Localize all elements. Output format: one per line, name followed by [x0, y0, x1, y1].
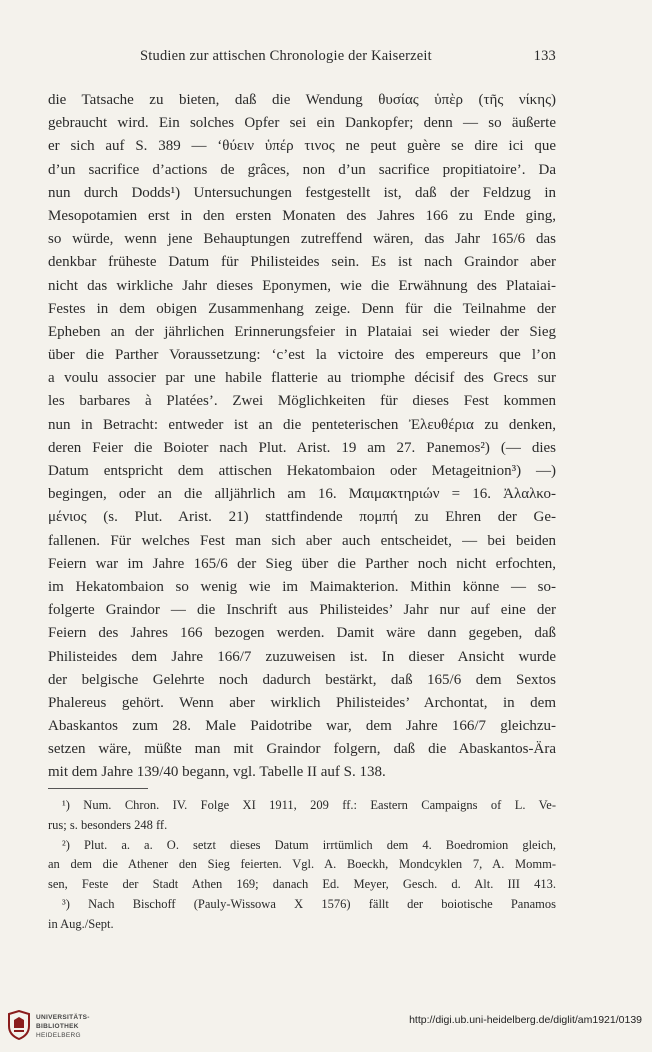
- text-line: μένιος (s. Plut. Arist. 21) stattfindende πομπή zu Ehren der Ge-: [48, 509, 556, 526]
- text-line: mit dem Jahre 139/40 begann, vgl. Tabelle II auf S. 138.: [48, 764, 386, 781]
- text-line: nun durch Dodds¹) Untersuchungen festgestellt ist, daß der Feldzug in: [48, 184, 556, 201]
- text-line: fallenen. Für welches Fest man sich aber auch entscheidet, — bei beiden: [48, 532, 556, 549]
- footnote-line: ¹) Num. Chron. IV. Folge XI 1911, 209 ff.: Eastern Campaigns of L. Ve-: [62, 798, 556, 812]
- footnote-line: an dem die Athener den Sieg feierten. Vgl. A. Boeckh, Mondcyklen 7, A. Momm-: [48, 857, 556, 872]
- running-title: Studien zur attischen Chronologie der Kaiserzeit: [140, 48, 432, 64]
- text-line: er sich auf S. 389 — ‘θύειν ὑπέρ τινος ne peut guère se dire ici que: [48, 138, 556, 155]
- text-line: setzen wäre, müßte man mit Graindor folgern, daß die Abaskantos-Ära: [48, 741, 556, 758]
- footnote-line: rus; s. besonders 248 ff.: [48, 817, 168, 832]
- text-line: folgerte Graindor — die Inschrift aus Philisteides’ Jahr nur auf eine der: [48, 602, 556, 619]
- footnote-line: in Aug./Sept.: [48, 916, 114, 931]
- source-url[interactable]: http://digi.ub.uni-heidelberg.de/diglit/am1921/0139: [409, 1014, 642, 1026]
- text-line: Epheben an der jährlichen Erinnerungsfeier in Plataiai sei wieder der Sieg: [48, 323, 556, 340]
- heidelberg-seal-icon: [6, 1010, 32, 1040]
- library-logo[interactable]: [6, 1008, 126, 1048]
- page-number: 133: [533, 48, 556, 64]
- text-line: so würde, wenn jene Behauptungen zutreffend wären, das Jahr 165/6 das: [48, 231, 556, 248]
- text-line: deren Feier die Boioter nach Plut. Arist. 19 am 27. Panemos²) (— dies: [48, 439, 556, 456]
- running-header: [48, 48, 556, 70]
- footnote-line: ³) Nach Bischoff (Pauly-Wissowa X 1576) fällt der boiotische Panamos: [62, 896, 556, 911]
- footnote-separator: [48, 788, 148, 789]
- logo-text-line2: BIBLIOTHEK: [36, 1023, 79, 1030]
- text-line: über die Parther Voraussetzung: ‘c’est la victoire des empereurs que l’on: [48, 347, 556, 364]
- text-line: a voulu associer par une habile flatterie au triomphe décisif des Grecs sur: [48, 370, 556, 387]
- text-line: les barbares à Platées’. Zwei Möglichkeiten für dieses Fest kommen: [48, 393, 556, 410]
- text-line: Phalereus gehört. Wenn aber wirklich Philisteides’ Archontat, in dem: [48, 694, 556, 711]
- text-line: Abaskantos zum 28. Male Paidotribe war, dem Jahre 166/7 gleichzu-: [48, 718, 556, 735]
- footnote-line: sen, Feste der Stadt Athen 169; danach Ed. Meyer, Gesch. d. Alt. III 413.: [48, 877, 556, 892]
- text-line: begingen, oder an die alljährlich am 16. Μαιμακτηριών = 16. Ἀλαλκο-: [48, 486, 556, 503]
- text-line: Feiern des Jahres 166 bezogen werden. Damit wäre dann gegeben, daß: [48, 625, 556, 642]
- text-line: Festes in dem obigen Zusammenhang zeige. Denn für die Teilnahme der: [48, 300, 556, 317]
- text-line: nicht das wirkliche Jahr dieses Eponymen, wie die Erwähnung des Plataiai-: [48, 277, 556, 294]
- text-line: Mesopotamien erst in den ersten Monaten des Jahres 166 zu Ende ging,: [48, 207, 556, 224]
- text-line: im Hekatombaion so wenig wie im Maimakterion. Mithin könne — so-: [48, 578, 556, 595]
- text-line: nun in Betracht: entweder ist an die penteterischen Ἐλευθέρια zu denken,: [48, 416, 556, 433]
- text-line: Datum entspricht dem attischen Hekatombaion oder Metageitnion³) —): [48, 463, 556, 479]
- text-line: denkbar früheste Datum für Philisteides sein. Es ist nach Graindor aber: [48, 254, 556, 271]
- text-line: d’un sacrifice d’actions de grâces, non d’un sacrifice propitiatoire’. Da: [48, 161, 556, 178]
- footnotes: [48, 796, 556, 935]
- text-line: Philisteides dem Jahre 166/7 zuzuweisen ist. In dieser Ansicht wurde: [48, 648, 556, 665]
- logo-text-line3: HEIDELBERG: [36, 1032, 81, 1039]
- footnote-line: ²) Plut. a. a. O. setzt dieses Datum irrtümlich dem 4. Boedromion gleich,: [62, 837, 556, 852]
- main-text: [48, 89, 556, 785]
- text-line: die Tatsache zu bieten, daß die Wendung θυσίας ὑπὲρ (τῆς νίκης): [48, 92, 556, 108]
- text-line: der belgische Gelehrte noch dadurch bestärkt, daß 165/6 dem Sextos: [48, 671, 556, 688]
- logo-text-line1: UNIVERSITÄTS-: [36, 1014, 90, 1021]
- text-line: Feiern war im Jahre 165/6 der Sieg über die Parther noch nicht erfochten,: [48, 555, 556, 572]
- text-line: gebraucht wird. Ein solches Opfer sei ein Dankopfer; denn — so äußerte: [48, 115, 556, 132]
